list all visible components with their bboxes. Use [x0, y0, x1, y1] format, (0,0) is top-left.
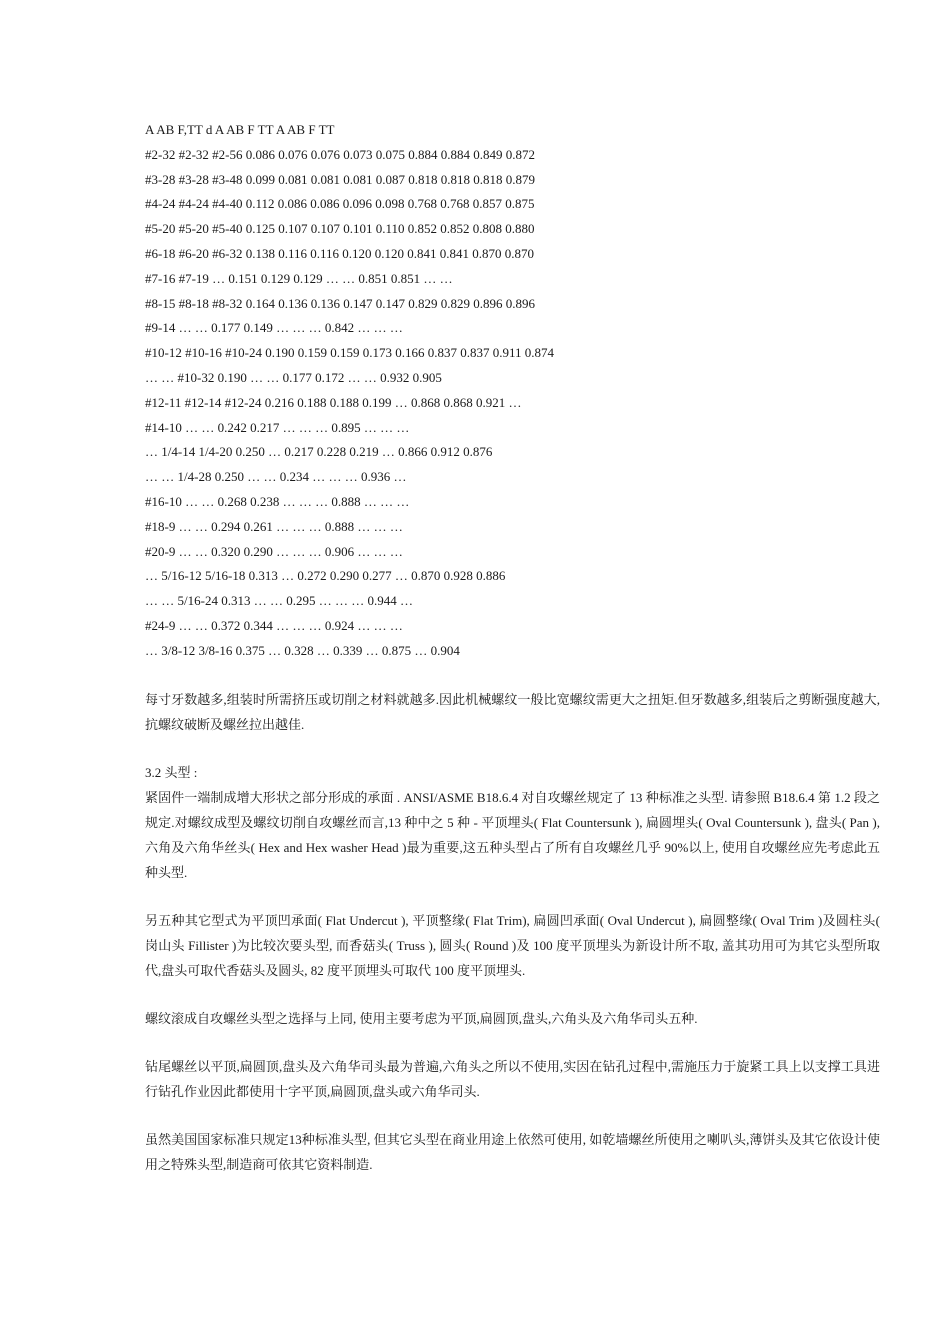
section-heading-head-types: 3.2 头型 :: [145, 764, 198, 780]
table-row: … … #10-32 0.190 … … 0.177 0.172 … … 0.932 0.905: [145, 369, 442, 385]
paragraph-thread-rolling-heads: 螺纹滚成自攻螺丝头型之选择与上同, 使用主要考虑为平顶,扁圆顶,盘头,六角头及六角华司头五种.: [145, 1010, 698, 1026]
table-header: A AB F,TT d A AB F TT A AB F TT: [145, 122, 335, 137]
table-row: #14-10 … … 0.242 0.217 … … … 0.895 … … …: [145, 419, 410, 435]
table-rows: [145, 143, 880, 664]
table-row: … 1/4-14 1/4-20 0.250 … 0.217 0.228 0.219 … 0.866 0.912 0.876: [145, 444, 493, 460]
paragraph-head-types-standard: 紧固件一端制成增大形状之部分形成的承面 . ANSI/ASME B18.6.4 对自攻螺丝规定了 13 种标准之头型. 请参照 B18.6.4 第 1.2 段之规定.对螺纹成型及螺纹切削自攻螺丝而言,13 种中之 5 种 - 平顶埋头( Flat Countersunk ), 扁圆埋头( Oval Countersunk ), 盘头( Pan ), 六角及六角华丝头( Hex and Hex washer Head )最为重要,这五种头型占了所有自攻螺丝几乎 90%以上, 使用自攻螺丝应先考虑此五种头型.: [145, 789, 880, 880]
table-row: … … 5/16-24 0.313 … … 0.295 … … … 0.944 …: [145, 593, 413, 609]
table-row: … 3/8-12 3/8-16 0.375 … 0.328 … 0.339 … 0.875 … 0.904: [145, 642, 460, 658]
table-row: … … 1/4-28 0.250 … … 0.234 … … … 0.936 …: [145, 469, 407, 485]
table-row: #8-15 #8-18 #8-32 0.164 0.136 0.136 0.147 0.147 0.829 0.829 0.896 0.896: [145, 295, 535, 311]
table-row: #4-24 #4-24 #4-40 0.112 0.086 0.086 0.096 0.098 0.768 0.768 0.857 0.875: [145, 196, 535, 212]
table-row: … 5/16-12 5/16-18 0.313 … 0.272 0.290 0.277 … 0.870 0.928 0.886: [145, 568, 506, 584]
table-row: #18-9 … … 0.294 0.261 … … … 0.888 … … …: [145, 518, 403, 534]
table-row: #6-18 #6-20 #6-32 0.138 0.116 0.116 0.120 0.120 0.841 0.841 0.870 0.870: [145, 245, 535, 261]
table-row: #12-11 #12-14 #12-24 0.216 0.188 0.188 0.199 … 0.868 0.868 0.921 …: [145, 394, 522, 410]
table-row: #3-28 #3-28 #3-48 0.099 0.081 0.081 0.081 0.087 0.818 0.818 0.818 0.879: [145, 171, 535, 187]
paragraph-thread-count: 每寸牙数越多,组装时所需挤压或切削之材料就越多.因此机械螺纹一般比宽螺纹需更大之扭矩.但牙数越多,组装后之剪断强度越大,抗螺纹破断及螺丝拉出越佳.: [145, 691, 880, 732]
table-row: #10-12 #10-16 #10-24 0.190 0.159 0.159 0.173 0.166 0.837 0.837 0.911 0.874: [145, 345, 555, 361]
table-row: #16-10 … … 0.268 0.238 … … … 0.888 … … …: [145, 493, 410, 509]
paragraph-secondary-head-types: 另五种其它型式为平顶凹承面( Flat Undercut ), 平顶整缘( Flat Trim), 扁圆凹承面( Oval Undercut ), 扁圆整缘( Oval Trim )及圆柱头( 岗山头 Fillister )为比较次要头型, 而香菇头( Truss ), 圆头( Round )及 100 度平顶埋头为新设计所不取, 盖其功用可为其它头型所取代,盘头可取代香菇头及圆头, 82 度平顶埋头可取代 100 度平顶埋头.: [145, 912, 880, 978]
document-page: [145, 118, 880, 1177]
paragraph-special-heads: 虽然美国国家标准只规定13种标准头型, 但其它头型在商业用途上依然可使用, 如乾墙螺丝所使用之喇叭头,薄饼头及其它依设计使用之特殊头型,制造商可依其它资料制造.: [145, 1131, 880, 1172]
table-row: #9-14 … … 0.177 0.149 … … … 0.842 … … …: [145, 320, 403, 336]
table-row: #2-32 #2-32 #2-56 0.086 0.076 0.076 0.073 0.075 0.884 0.884 0.849 0.872: [145, 146, 535, 162]
table-row: #5-20 #5-20 #5-40 0.125 0.107 0.107 0.101 0.110 0.852 0.852 0.808 0.880: [145, 221, 535, 237]
paragraph-drill-screw-heads: 钻尾螺丝以平顶,扁圆顶,盘头及六角华司头最为普遍,六角头之所以不使用,实因在钻孔过程中,需施压力于旋紧工具上以支撑工具进行钻孔作业因此都使用十字平顶,扁圆顶,盘头或六角华司头.: [145, 1058, 880, 1099]
table-row: #20-9 … … 0.320 0.290 … … … 0.906 … … …: [145, 543, 403, 559]
table-row: #24-9 … … 0.372 0.344 … … … 0.924 … … …: [145, 617, 403, 633]
thread-dimension-table: [145, 118, 880, 664]
table-row: #7-16 #7-19 … 0.151 0.129 0.129 … … 0.851 0.851 … …: [145, 270, 453, 286]
